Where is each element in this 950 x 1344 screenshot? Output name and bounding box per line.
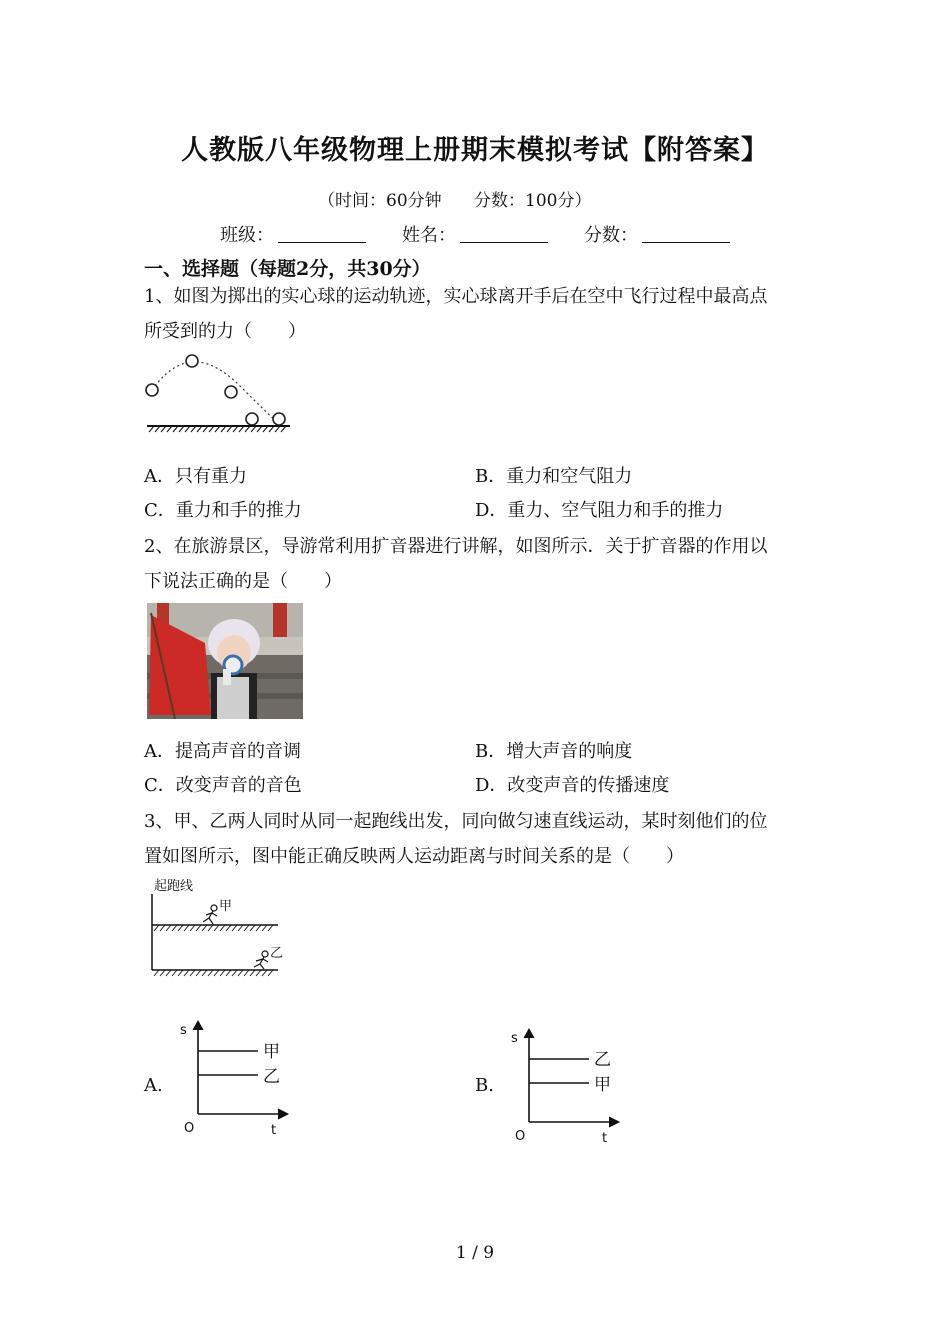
runner-icon-jia: [203, 905, 217, 924]
graph-b-x-label: t: [602, 1131, 608, 1146]
class-blank[interactable]: [278, 226, 366, 243]
score-label: 分数：: [584, 225, 638, 246]
q2-option-c[interactable]: C．改变声音的音色: [144, 775, 302, 796]
start-line-label: 起跑线: [154, 879, 194, 894]
runner-icon-yi: [254, 951, 268, 969]
name-blank[interactable]: [460, 226, 548, 243]
page-title: 人教版八年级物理上册期末模拟考试【附答案】: [181, 135, 769, 166]
exam-time: （时间：60分钟: [318, 191, 442, 211]
q1-ball-trajectory-figure: [140, 348, 300, 438]
q2-option-b[interactable]: B．增大声音的响度: [475, 741, 633, 762]
graph-b-origin: O: [515, 1129, 526, 1144]
q1-option-a[interactable]: A．只有重力: [144, 466, 247, 487]
graph-b-top-label: 乙: [594, 1050, 611, 1070]
q3-running-track-figure: [148, 876, 288, 980]
page-number: 1 / 9: [455, 1243, 495, 1263]
score-blank[interactable]: [642, 226, 730, 243]
graph-a-origin: O: [184, 1121, 195, 1136]
name-field: [402, 221, 548, 247]
q3-option-b[interactable]: B.: [475, 1075, 494, 1096]
q1-option-b[interactable]: B．重力和空气阻力: [475, 466, 633, 487]
graph-a-x-label: t: [271, 1123, 277, 1138]
q1-option-c[interactable]: C．重力和手的推力: [144, 500, 302, 521]
q3-graph-a: [172, 1018, 296, 1140]
q2-stem-line1: 2、在旅游景区，导游常利用扩音器进行讲解，如图所示．关于扩音器的作用以: [144, 536, 768, 557]
class-field: [220, 221, 366, 247]
graph-b-bottom-label: 甲: [594, 1075, 611, 1095]
exam-total-score: 分数：100分）: [474, 191, 592, 211]
graph-a-y-label: s: [180, 1023, 187, 1038]
q3-stem-line1: 3、甲、乙两人同时从同一起跑线出发，同向做匀速直线运动，某时刻他们的位: [144, 811, 768, 832]
class-label: 班级：: [220, 225, 274, 246]
q2-option-d[interactable]: D．改变声音的传播速度: [475, 775, 670, 796]
q2-tour-guide-photo: [147, 603, 303, 719]
runner-label-jia: 甲: [219, 899, 233, 914]
q3-graph-b: [503, 1026, 627, 1148]
graph-a-top-label: 甲: [263, 1042, 280, 1062]
q1-option-d[interactable]: D．重力、空气阻力和手的推力: [475, 500, 724, 521]
q3-stem-line2: 置如图所示，图中能正确反映两人运动距离与时间关系的是（ ）: [144, 846, 684, 867]
runner-label-yi: 乙: [270, 946, 284, 961]
q2-option-a[interactable]: A．提高声音的音调: [144, 741, 301, 762]
graph-b-y-label: s: [511, 1031, 518, 1046]
score-field: [584, 221, 730, 247]
q3-option-a[interactable]: A.: [144, 1075, 163, 1096]
graph-a-bottom-label: 乙: [263, 1067, 280, 1087]
name-label: 姓名：: [402, 225, 456, 246]
q1-stem-line1: 1、如图为掷出的实心球的运动轨迹，实心球离开手后在空中飞行过程中最高点: [144, 286, 768, 307]
q1-stem-line2: 所受到的力（ ）: [144, 321, 306, 342]
section-heading: 一、选择题（每题2分，共30分）: [144, 258, 431, 280]
q2-stem-line2: 下说法正确的是（ ）: [144, 571, 342, 592]
